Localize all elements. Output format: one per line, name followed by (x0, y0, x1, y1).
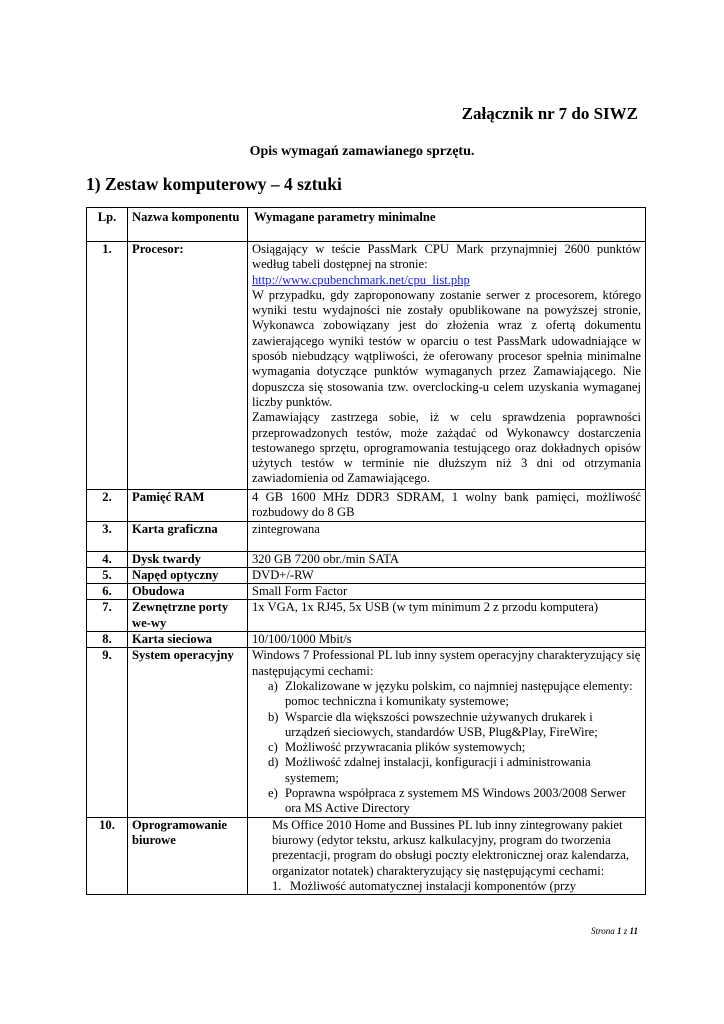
office-requirements (252, 818, 641, 894)
row-name: Zewnętrzne porty we-wy (128, 600, 248, 632)
row-lp: 6. (87, 584, 128, 600)
footer-label: Strona (591, 926, 615, 936)
header-name: Nazwa komponentu (128, 208, 248, 242)
header-lp: Lp. (87, 208, 128, 242)
header-params: Wymagane parametry minimalne (248, 208, 646, 242)
footer-sep: z (623, 926, 628, 936)
row-value: 1x VGA, 1x RJ45, 5x USB (w tym minimum 2 z przodu komputera) (248, 600, 646, 632)
requirements-table (86, 207, 646, 895)
footer-page: 1 (616, 926, 622, 936)
row-lp: 10. (87, 817, 128, 894)
row-name-text: Procesor: (132, 242, 184, 256)
row-lp: 7. (87, 600, 128, 632)
row-value: Small Form Factor (248, 584, 646, 600)
cpu-requirement-text: Osiągający w teście PassMark CPU Mark przynajmniej 2600 punktów według tabeli dostępnej na stronie: (252, 242, 641, 272)
list-item: c) Możliwość przywracania plików systemowych; (268, 740, 526, 755)
table-row (87, 567, 646, 583)
row-value (248, 648, 646, 817)
table-row (87, 817, 646, 894)
row-lp: 3. (87, 521, 128, 551)
page-footer (591, 926, 638, 936)
row-value: 10/100/1000 Mbit/s (248, 632, 646, 648)
row-lp: 2. (87, 490, 128, 522)
row-name: Napęd optyczny (128, 567, 248, 583)
office-intro: Ms Office 2010 Home and Bussines PL lub inny zintegrowany pakiet biurowy (edytor tekstu, arkusz kalkulacyjny, program do tworzenia prezentacji, program do obsługi poczty elektronicznej oraz kalendarza, organizator notatek) charakteryzujący się następującymi cechami: (272, 817, 630, 878)
list-item: d) Możliwość zdalnej instalacji, konfiguracji i administrowania systemem; (268, 755, 591, 785)
list-item: a) Zlokalizowane w języku polskim, co najmniej następujące elementy: pomoc techniczna i komunikaty systemowe; (268, 678, 633, 709)
row-lp: 9. (87, 648, 128, 817)
row-name: Dysk twardy (128, 551, 248, 567)
table-row (87, 600, 646, 632)
cpubenchmark-link[interactable]: http://www.cpubenchmark.net/cpu_list.php (252, 272, 470, 287)
list-item: e) Poprawna współpraca z systemem MS Windows 2003/2008 Serwer ora MS Active Directory (268, 786, 626, 816)
table-row (87, 648, 646, 817)
table-row (87, 490, 646, 522)
cpu-alternative-text: W przypadku, gdy zaproponowany zostanie serwer z procesorem, którego wyniki testu wydajności nie zostały opublikowane na powyższej stronie, Wykonawca zobowiązany jest do złożenia wraz z ofertą dokumentu zawierającego wyniki testów w oparciu o test PassMark udowadniające w sposób niebudzący wątpliwości, że oferowany procesor spełnia minimalne wymagania dotyczące punktów wymaganych przez Zamawiającego. Nie dopuszcza się stosowania tzw. overclocking-u celem uzyskania wymaganej liczby punktów. (252, 287, 641, 409)
row-value: zintegrowana (248, 521, 646, 551)
footer-total: 11 (629, 926, 638, 936)
list-item: b) Wsparcie dla większości powszechnie używanych drukarek i urządzeń sieciowych, standardów USB, Plug&Play, FireWire; (268, 709, 598, 739)
table-row (87, 551, 646, 567)
row-name: System operacyjny (128, 648, 248, 817)
row-name (128, 242, 248, 490)
cpu-verification-text: Zamawiający zastrzega sobie, iż w celu sprawdzenia poprawności przeprowadzonych testów, może zażądać od Wykonawcy dostarczenia testowanego sprzętu, oprogramowania testującego oraz dokładnych opisów użytych testów w terminie nie dłuższym niż 3 dni od otrzymania zawiadomienia od Zamawiającego. (252, 410, 641, 486)
row-name: Pamięć RAM (128, 490, 248, 522)
row-lp: 5. (87, 567, 128, 583)
list-item: 1. Możliwość automatycznej instalacji komponentów (przy (272, 878, 577, 893)
table-row (87, 584, 646, 600)
row-lp: 8. (87, 632, 128, 648)
row-value: DVD+/-RW (248, 567, 646, 583)
row-name: Karta sieciowa (128, 632, 248, 648)
document-subtitle: Opis wymagań zamawianego sprzętu. (249, 144, 475, 159)
row-value (248, 817, 646, 894)
os-feature-list (252, 679, 641, 817)
row-value: 320 GB 7200 obr./min SATA (248, 551, 646, 567)
row-name: Karta graficzna (128, 521, 248, 551)
row-name: Oprogramowanie biurowe (128, 817, 248, 894)
row-value (248, 242, 646, 490)
row-lp: 1. (87, 242, 128, 490)
os-intro: Windows 7 Professional PL lub inny system operacyjny charakteryzujący się następującymi cechami: (252, 648, 641, 678)
table-header-row (87, 208, 646, 242)
section-title: 1) Zestaw komputerowy – 4 sztuki (86, 174, 342, 194)
table-row (87, 242, 646, 490)
row-name: Obudowa (128, 584, 248, 600)
table-row (87, 521, 646, 551)
row-lp: 4. (87, 551, 128, 567)
annex-title: Załącznik nr 7 do SIWZ (461, 104, 638, 123)
row-value: 4 GB 1600 MHz DDR3 SDRAM, 1 wolny bank pamięci, możliwość rozbudowy do 8 GB (248, 490, 646, 522)
table-row (87, 632, 646, 648)
